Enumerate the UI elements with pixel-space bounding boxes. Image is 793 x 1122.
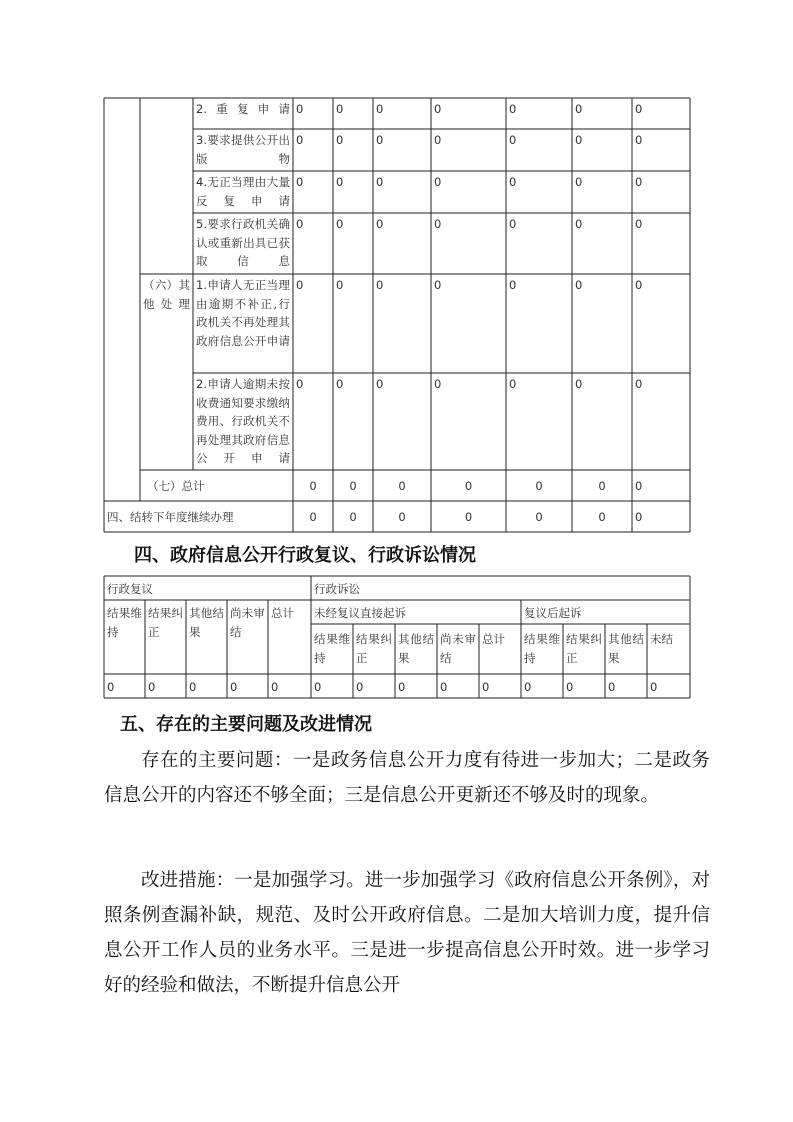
value-cell: 0 (635, 510, 643, 524)
value-cell: 0 (575, 175, 583, 189)
value-cell: 0 (464, 510, 473, 524)
direct-col-correct: 结果纠正 (356, 632, 392, 665)
value-cell: 0 (635, 133, 643, 147)
group-label-other: （六）其他处理 (143, 278, 190, 311)
after-col-unfinished: 未结 (650, 632, 673, 646)
value-cell: 0 (189, 680, 197, 694)
value-cell: 0 (271, 680, 279, 694)
value-cell: 0 (509, 278, 517, 292)
value-cell: 0 (509, 377, 517, 391)
review-col-pending: 尚未审结 (230, 606, 265, 639)
direct-suit-header: 未经复议直接起诉 (314, 606, 406, 620)
value-cell: 0 (296, 278, 304, 292)
after-review-header: 复议后起诉 (524, 606, 582, 620)
value-cell: 0 (635, 278, 643, 292)
row-label-publication: 3.要求提供公开出版物 (196, 133, 290, 166)
value-cell: 0 (148, 680, 156, 694)
value-cell: 0 (376, 377, 384, 391)
value-cell: 0 (434, 102, 442, 116)
review-header: 行政复议 (107, 582, 153, 596)
review-col-total: 总计 (271, 606, 294, 620)
value-cell: 0 (336, 278, 344, 292)
value-cell: 0 (635, 102, 643, 116)
value-cell: 0 (296, 377, 304, 391)
section4-heading: 四、政府信息公开行政复议、行政诉讼情况 (134, 545, 476, 566)
value-cell: 0 (575, 102, 583, 116)
row-label-confirm-info: 5.要求行政机关确认或重新出具已获取信息 (196, 217, 290, 268)
measures-paragraph: 改进措施：一是加强学习。进一步加强学习《政府信息公开条例》，对照条例查漏补缺，规范、及时公开政府信息。二是加大培训力度，提升信息公开工作人员的业务水平。三是进一步提高信息公开时效。进一步学习好的经验和做法，不断提升信息公开 (104, 870, 710, 996)
row-label-no-supplement: 1.申请人无正当理由逾期不补正,行政机关不再处理其政府信息公开申请 (196, 278, 290, 348)
value-cell: 0 (349, 510, 357, 524)
value-cell: 0 (535, 510, 543, 524)
value-cell: 0 (598, 510, 606, 524)
value-cell: 0 (376, 175, 384, 189)
section5-heading: 五、存在的主要问题及改进情况 (120, 714, 372, 735)
value-cell: 0 (398, 680, 406, 694)
value-cell: 0 (575, 133, 583, 147)
value-cell: 0 (434, 377, 442, 391)
value-cell: 0 (434, 278, 442, 292)
row-label-repeat: 2.重复申请 (196, 102, 290, 116)
value-cell: 0 (635, 479, 643, 493)
value-cell: 0 (509, 217, 517, 231)
value-cell: 0 (314, 680, 322, 694)
value-cell: 0 (107, 680, 115, 694)
problems-paragraph: 存在的主要问题：一是政务信息公开力度有待进一步加大；二是政务信息公开的内容还不够全面；三是信息公开更新还不够及时的现象。 (104, 750, 710, 806)
after-col-maintain: 结果维持 (524, 632, 560, 665)
review-col-correct: 结果纠正 (148, 606, 183, 639)
value-cell: 0 (356, 680, 364, 694)
value-cell: 0 (566, 680, 574, 694)
value-cell: 0 (575, 278, 583, 292)
row-label-total: （七）总计 (147, 479, 205, 493)
value-cell: 0 (336, 133, 344, 147)
value-cell: 0 (635, 175, 643, 189)
value-cell: 0 (376, 217, 384, 231)
value-cell: 0 (376, 133, 384, 147)
row-label-repeated-requests: 4.无正当理由大量反复申请 (196, 175, 290, 208)
value-cell: 0 (608, 680, 616, 694)
value-cell: 0 (336, 102, 344, 116)
litigation-header: 行政诉讼 (314, 582, 360, 596)
value-cell: 0 (296, 133, 304, 147)
value-cell: 0 (349, 479, 357, 493)
value-cell: 0 (434, 217, 442, 231)
row-label-no-fee: 2.申请人逾期未按收费通知要求缴纳费用、行政机关不再处理其政府信息公开申请 (196, 377, 290, 465)
value-cell: 0 (598, 479, 606, 493)
value-cell: 0 (376, 278, 384, 292)
value-cell: 0 (524, 680, 532, 694)
value-cell: 0 (575, 217, 583, 231)
value-cell: 0 (336, 175, 344, 189)
value-cell: 0 (336, 377, 344, 391)
row-label-carry-over: 四、结转下年度继续办理 (107, 510, 234, 524)
value-cell: 0 (398, 479, 406, 493)
value-cell: 0 (376, 102, 384, 116)
direct-col-maintain: 结果维持 (314, 632, 350, 665)
value-cell: 0 (509, 102, 517, 116)
value-cell: 0 (509, 175, 517, 189)
value-cell: 0 (434, 133, 442, 147)
after-col-correct: 结果纠正 (566, 632, 602, 665)
value-cell: 0 (575, 377, 583, 391)
value-cell: 0 (296, 217, 304, 231)
value-cell: 0 (434, 175, 442, 189)
value-cell: 0 (650, 680, 658, 694)
value-cell: 0 (635, 217, 643, 231)
value-cell: 0 (336, 217, 344, 231)
after-col-other: 其他结果 (608, 632, 644, 665)
value-cell: 0 (296, 175, 304, 189)
value-cell: 0 (309, 479, 317, 493)
direct-col-other: 其他结果 (398, 632, 434, 665)
value-cell: 0 (482, 680, 490, 694)
value-cell: 0 (464, 479, 473, 493)
value-cell: 0 (535, 479, 543, 493)
value-cell: 0 (509, 133, 517, 147)
review-col-other: 其他结果 (189, 606, 224, 639)
direct-col-total: 总计 (482, 632, 505, 646)
value-cell: 0 (230, 680, 238, 694)
value-cell: 0 (398, 510, 406, 524)
value-cell: 0 (635, 377, 643, 391)
value-cell: 0 (296, 102, 304, 116)
direct-col-pending: 尚未审结 (440, 632, 476, 665)
value-cell: 0 (309, 510, 317, 524)
value-cell: 0 (440, 680, 448, 694)
review-col-maintain: 结果维持 (107, 606, 142, 639)
table1-grid (0, 0, 793, 540)
